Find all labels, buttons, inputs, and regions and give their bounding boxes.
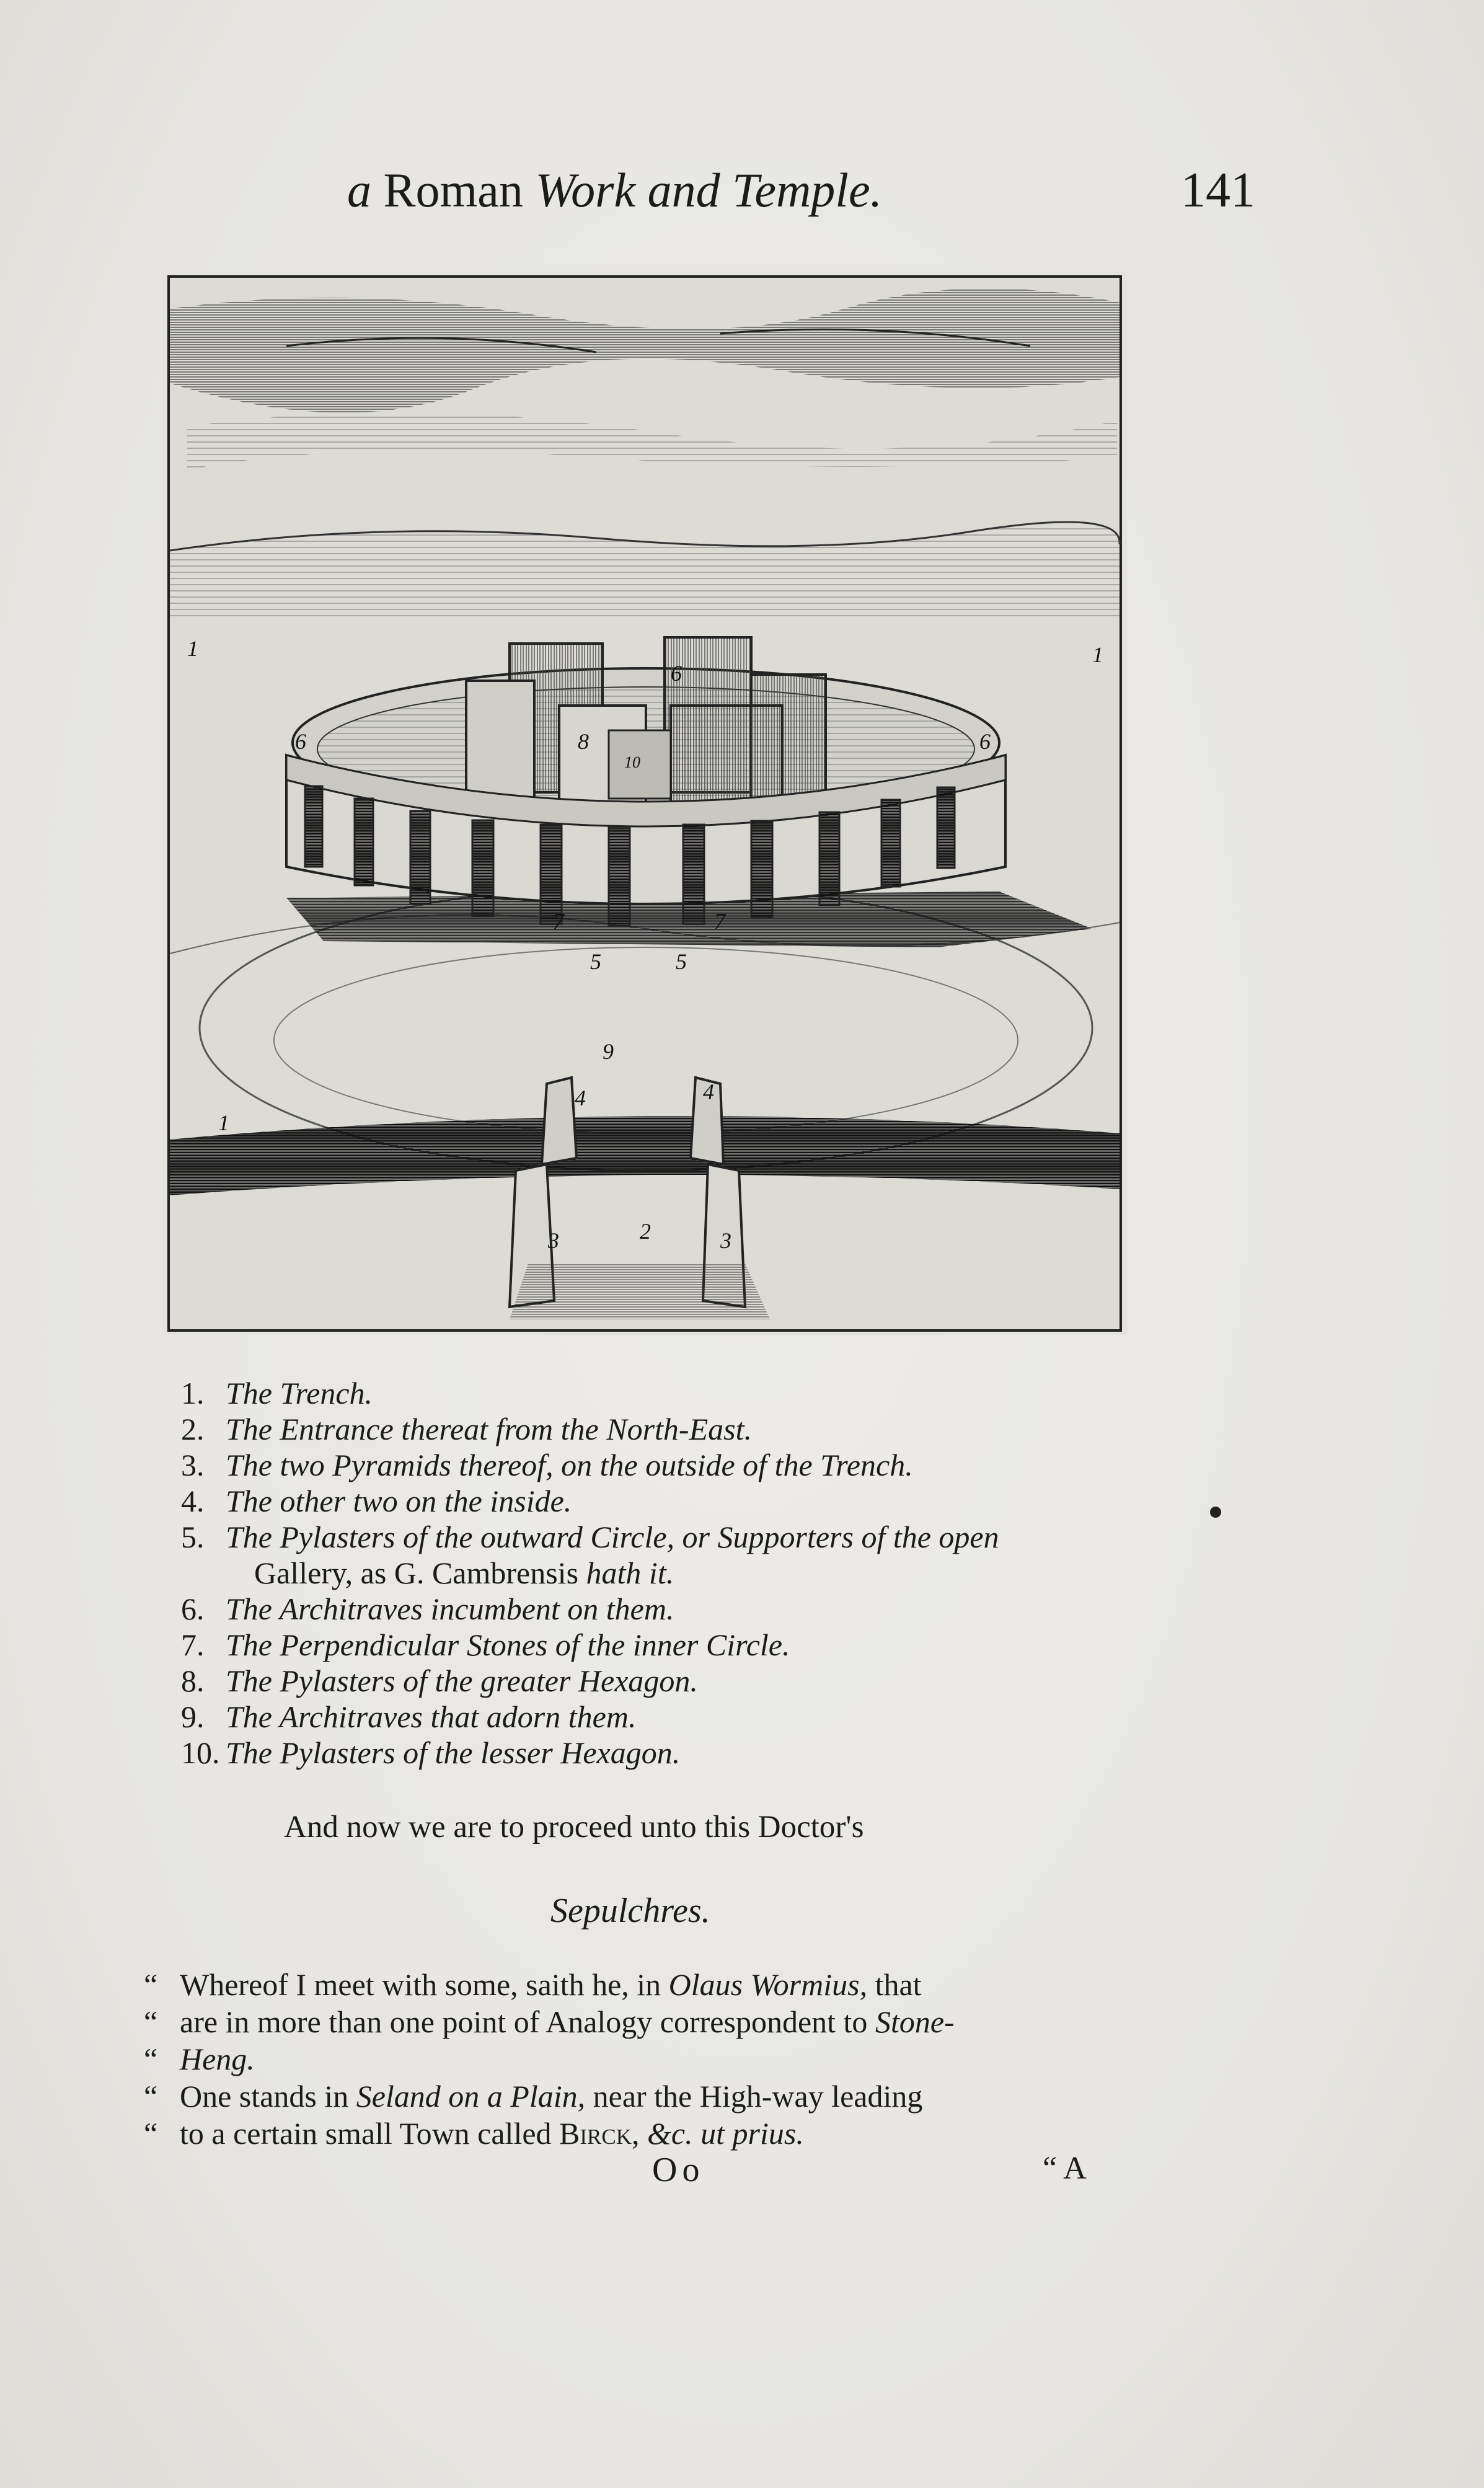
key-item: 5. The Pylasters of the outward Circle, or Supporters of the open bbox=[181, 1520, 999, 1554]
key-item: 7. The Perpendicular Stones of the inner Circle. bbox=[181, 1627, 790, 1662]
section-heading: Sepulchres. bbox=[550, 1892, 710, 1930]
quote-line: “ Whereof I meet with some, saith he, in Olaus Wormius, that bbox=[144, 1967, 922, 2002]
plate-label: 7 bbox=[553, 909, 564, 934]
key-item: 4. The other two on the inside. bbox=[181, 1484, 572, 1518]
plate-label: 9 bbox=[603, 1039, 614, 1064]
stonehenge-engraving bbox=[162, 272, 1127, 1335]
transition-line: And now we are to proceed unto this Doctor's bbox=[284, 1810, 864, 1844]
plate-label: 10 bbox=[624, 753, 640, 771]
plate-label: 1 bbox=[1092, 642, 1103, 667]
plate-label: 5 bbox=[590, 949, 601, 974]
running-head-rest: Work and Temple. bbox=[523, 163, 883, 217]
running-head-roman: Roman bbox=[383, 163, 523, 217]
plate-label: 4 bbox=[575, 1086, 586, 1110]
plate-label: 5 bbox=[676, 949, 687, 974]
key-item-continuation: Gallery, as G. Cambrensis hath it. bbox=[254, 1556, 674, 1590]
plate-label: 1 bbox=[218, 1110, 229, 1135]
plate-label: 3 bbox=[720, 1228, 731, 1253]
key-item: 2. The Entrance thereat from the North-East. bbox=[181, 1412, 752, 1446]
ink-spot bbox=[1210, 1507, 1221, 1518]
page-number: 141 bbox=[1181, 163, 1255, 218]
quote-line: “ to a certain small Town called Birck, &c. ut prius. bbox=[144, 2116, 804, 2151]
plate-label: 7 bbox=[714, 909, 725, 934]
key-item: 6. The Architraves incumbent on them. bbox=[181, 1592, 674, 1626]
quote-line: “ One stands in Seland on a Plain, near the High-way leading bbox=[144, 2079, 923, 2114]
running-head bbox=[347, 162, 882, 218]
running-head-article: a bbox=[347, 163, 384, 217]
quote-line: “ Heng. bbox=[144, 2042, 255, 2076]
plate-label: 1 bbox=[187, 636, 198, 661]
plate-label: 8 bbox=[578, 729, 589, 754]
key-item: 10. The Pylasters of the lesser Hexagon. bbox=[181, 1735, 681, 1770]
plate-label: 6 bbox=[671, 661, 682, 686]
plate-label: 2 bbox=[640, 1219, 651, 1244]
plate-label: 4 bbox=[703, 1079, 714, 1104]
quote-line: “ are in more than one point of Analogy correspondent to Stone- bbox=[144, 2004, 955, 2039]
catchword: “ A bbox=[1043, 2151, 1087, 2186]
plate-label: 6 bbox=[295, 729, 306, 754]
key-item: 1. The Trench. bbox=[181, 1376, 373, 1410]
plate-label: 6 bbox=[979, 729, 991, 754]
key-item: 8. The Pylasters of the greater Hexagon. bbox=[181, 1663, 698, 1698]
signature-mark: Oo bbox=[652, 2151, 705, 2189]
key-item: 9. The Architraves that adorn them. bbox=[181, 1699, 637, 1734]
key-item: 3. The two Pyramids thereof, on the outside of the Trench. bbox=[181, 1448, 913, 1482]
plate-label: 3 bbox=[548, 1228, 559, 1253]
